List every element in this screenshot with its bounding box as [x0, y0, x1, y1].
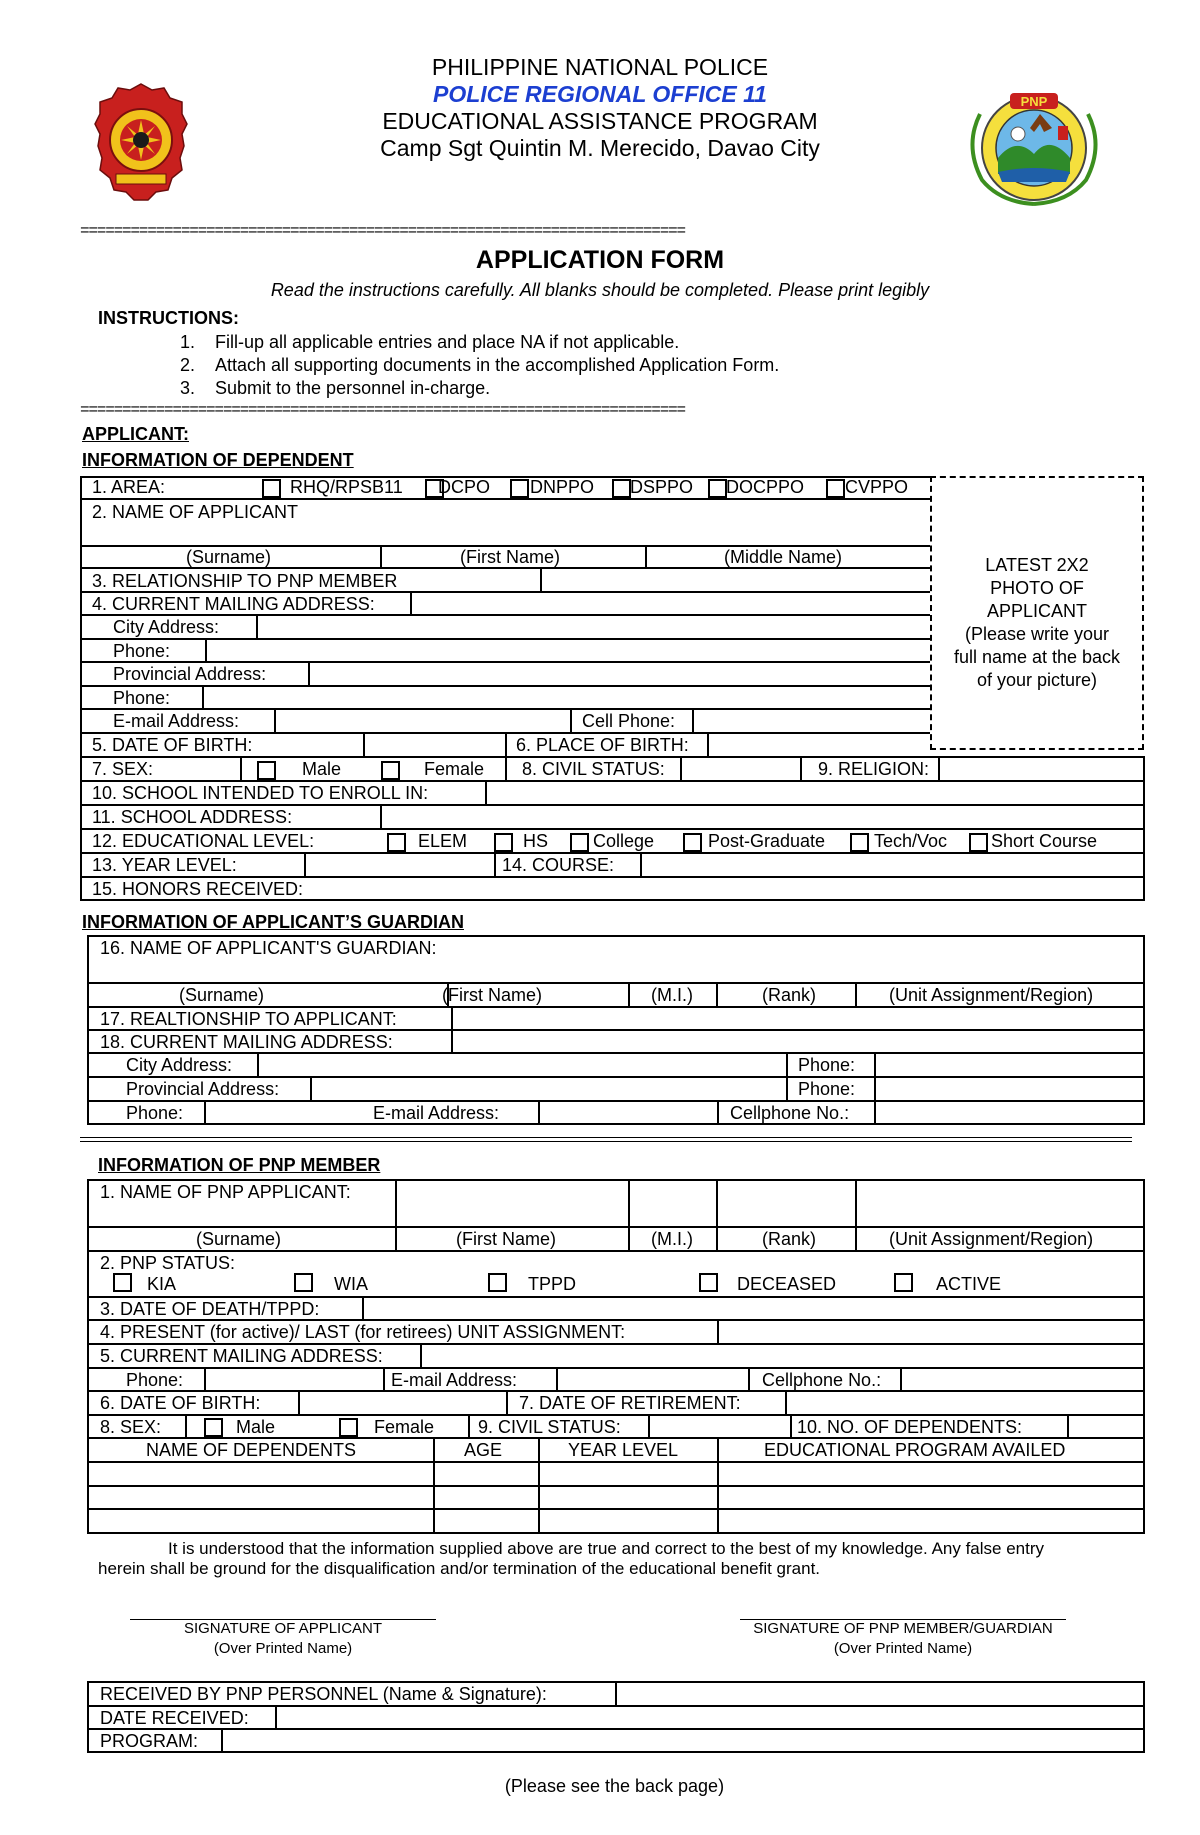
- pob-label: 6. PLACE OF BIRTH:: [516, 735, 689, 755]
- edu-checkbox[interactable]: [683, 833, 702, 852]
- edu-option: HS: [523, 831, 549, 851]
- male-label: Male: [302, 759, 342, 779]
- program-name: EDUCATIONAL ASSISTANCE PROGRAM: [382, 108, 818, 134]
- area-option: CVPPO: [845, 477, 909, 497]
- seal-pnp-text: PNP: [1020, 94, 1048, 109]
- mailing-address-label: 4. CURRENT MAILING ADDRESS:: [92, 594, 375, 614]
- phone-label: Phone:: [113, 688, 171, 708]
- status-option: ACTIVE: [936, 1274, 1002, 1294]
- photo-instructions: [932, 554, 1142, 692]
- dependents-count-label: 10. NO. OF DEPENDENTS:: [797, 1417, 1023, 1437]
- status-checkbox[interactable]: [894, 1273, 913, 1292]
- status-checkbox[interactable]: [294, 1273, 313, 1292]
- edu-checkbox[interactable]: [850, 833, 869, 852]
- cell-phone-label: Cell Phone:: [582, 711, 676, 731]
- photo-text-line: APPLICANT: [986, 601, 1088, 621]
- separator-top: ========================================================================: [80, 223, 685, 239]
- first-name-caption: (First Name): [460, 547, 560, 567]
- religion-label: 9. RELIGION:: [818, 759, 930, 779]
- dep-header-year: YEAR LEVEL: [568, 1440, 679, 1460]
- area-option: DNPPO: [530, 477, 595, 497]
- camp-address: Camp Sgt Quintin M. Merecido, Davao City: [380, 135, 820, 161]
- declaration-line-2: herein shall be ground for the disqualification and/or termination of the educational benefit grant.: [98, 1559, 821, 1578]
- org-name: PHILIPPINE NATIONAL POLICE: [431, 54, 769, 80]
- phone-label: Phone:: [113, 641, 171, 661]
- area-label: 1. AREA:: [92, 477, 166, 497]
- area-option: RHQ/RPSB11: [290, 477, 403, 497]
- status-option: TPPD: [528, 1274, 577, 1294]
- applicant-label: APPLICANT:: [82, 424, 189, 444]
- sex-label: 7. SEX:: [92, 759, 154, 779]
- guardian-mailing-label: 18. CURRENT MAILING ADDRESS:: [100, 1032, 393, 1052]
- area-option: DOCPPO: [726, 477, 805, 497]
- instruction-2: Attach all supporting documents in the accomplished Application Form.: [215, 355, 780, 375]
- member-section-title: INFORMATION OF PNP MEMBER: [98, 1155, 381, 1175]
- retirement-date-label: 7. DATE OF RETIREMENT:: [519, 1393, 741, 1413]
- area-checkbox[interactable]: [826, 479, 845, 498]
- member-mi-caption: (M.I.): [651, 1229, 693, 1249]
- edu-checkbox[interactable]: [969, 833, 988, 852]
- guardian-section-title: INFORMATION OF APPLICANT’S GUARDIAN: [82, 912, 464, 932]
- instructions-label: INSTRUCTIONS:: [98, 308, 239, 328]
- status-checkbox[interactable]: [488, 1273, 507, 1292]
- member-mailing-label: 5. CURRENT MAILING ADDRESS:: [100, 1346, 383, 1366]
- member-dob-label: 6. DATE OF BIRTH:: [100, 1393, 261, 1413]
- dependent-section-title: INFORMATION OF DEPENDENT: [82, 450, 354, 470]
- date-received-label: DATE RECEIVED:: [100, 1708, 249, 1728]
- guardian-surname-caption: (Surname): [179, 985, 265, 1005]
- guardian-phone-label: Phone:: [798, 1055, 856, 1075]
- guardian-phone-label: Phone:: [798, 1079, 856, 1099]
- member-first-caption: (First Name): [456, 1229, 556, 1249]
- edu-checkbox[interactable]: [494, 833, 513, 852]
- member-female-label: Female: [374, 1417, 435, 1437]
- unit-assignment-label: 4. PRESENT (for active)/ LAST (for retirees) UNIT ASSIGNMENT:: [100, 1322, 626, 1342]
- city-address-label: City Address:: [113, 617, 220, 637]
- guardian-unit-caption: (Unit Assignment/Region): [889, 985, 1094, 1005]
- dep-header-program: EDUCATIONAL PROGRAM AVAILED: [764, 1440, 1066, 1460]
- area-option: DSPPO: [630, 477, 694, 497]
- status-checkbox[interactable]: [113, 1273, 132, 1292]
- provincial-address-label: Provincial Address:: [113, 664, 267, 684]
- female-checkbox[interactable]: [381, 761, 400, 780]
- school-address-label: 11. SCHOOL ADDRESS:: [92, 807, 293, 827]
- guardian-city-label: City Address:: [126, 1055, 233, 1075]
- civil-status-label: 8. CIVIL STATUS:: [522, 759, 665, 779]
- status-option: KIA: [147, 1274, 177, 1294]
- honors-label: 15. HONORS RECEIVED:: [92, 879, 304, 899]
- pnp-status-label: 2. PNP STATUS:: [100, 1253, 236, 1273]
- instruction-3-num: 3.: [180, 378, 196, 398]
- photo-text-line: of your picture): [976, 670, 1098, 690]
- area-option: DCPO: [438, 477, 491, 497]
- school-label: 10. SCHOOL INTENDED TO ENROLL IN:: [92, 783, 429, 803]
- status-option: DECEASED: [737, 1274, 837, 1294]
- form-title: APPLICATION FORM: [475, 246, 725, 274]
- member-name-label: 1. NAME OF PNP APPLICANT:: [100, 1182, 351, 1202]
- member-rank-caption: (Rank): [762, 1229, 817, 1249]
- relationship-label: 3. RELATIONSHIP TO PNP MEMBER: [92, 571, 398, 591]
- area-checkbox[interactable]: [510, 479, 529, 498]
- guardian-rank-caption: (Rank): [762, 985, 817, 1005]
- male-checkbox[interactable]: [257, 761, 276, 780]
- surname-caption: (Surname): [186, 547, 272, 567]
- edu-checkbox[interactable]: [387, 833, 406, 852]
- member-male-checkbox[interactable]: [204, 1418, 223, 1437]
- instruction-1: Fill-up all applicable entries and place NA if not applicable.: [215, 332, 680, 352]
- received-by-label: RECEIVED BY PNP PERSONNEL (Name & Signature):: [100, 1684, 547, 1704]
- member-sex-label: 8. SEX:: [100, 1417, 162, 1437]
- guardian-cellphone-label: Cellphone No.:: [730, 1103, 850, 1123]
- member-email-label: E-mail Address:: [391, 1370, 518, 1390]
- member-civil-label: 9. CIVIL STATUS:: [478, 1417, 621, 1437]
- guardian-email-label: E-mail Address:: [373, 1103, 500, 1123]
- instruction-3: Submit to the personnel in-charge.: [215, 378, 491, 398]
- dep-header-age: AGE: [464, 1440, 503, 1460]
- photo-text-line: full name at the back: [953, 647, 1121, 667]
- member-unit-caption: (Unit Assignment/Region): [889, 1229, 1094, 1249]
- dob-label: 5. DATE OF BIRTH:: [92, 735, 253, 755]
- program-label: PROGRAM:: [100, 1731, 199, 1751]
- declaration-line-1: It is understood that the information supplied above are true and correct to the best of my knowledge. Any false entry: [168, 1539, 1045, 1558]
- guardian-phone-label: Phone:: [126, 1103, 184, 1123]
- course-label: 14. COURSE:: [502, 855, 615, 875]
- guardian-provincial-label: Provincial Address:: [126, 1079, 280, 1099]
- guardian-signature-sub: (Over Printed Name): [833, 1640, 973, 1657]
- status-checkbox[interactable]: [699, 1273, 718, 1292]
- edu-option: Short Course: [991, 831, 1098, 851]
- date-of-death-label: 3. DATE OF DEATH/TPPD:: [100, 1299, 320, 1319]
- photo-text-line: (Please write your: [964, 624, 1110, 644]
- middle-name-caption: (Middle Name): [724, 547, 843, 567]
- area-checkbox[interactable]: [708, 479, 727, 498]
- applicant-signature-label: SIGNATURE OF APPLICANT: [183, 1620, 383, 1637]
- applicant-name-label: 2. NAME OF APPLICANT: [92, 502, 299, 522]
- photo-text-line: PHOTO OF: [990, 578, 1084, 598]
- guardian-mi-caption: (M.I.): [651, 985, 693, 1005]
- edu-option: Tech/Voc: [874, 831, 948, 851]
- email-label: E-mail Address:: [113, 711, 240, 731]
- instruction-1-num: 1.: [180, 332, 196, 352]
- member-male-label: Male: [236, 1417, 276, 1437]
- guardian-signature-label: SIGNATURE OF PNP MEMBER/GUARDIAN: [753, 1620, 1053, 1637]
- edu-checkbox[interactable]: [570, 833, 589, 852]
- instruction-2-num: 2.: [180, 355, 196, 375]
- member-phone-label: Phone:: [126, 1370, 184, 1390]
- edu-option: ELEM: [418, 831, 468, 851]
- status-option: WIA: [334, 1274, 368, 1294]
- guardian-relationship-label: 17. REALTIONSHIP TO APPLICANT:: [100, 1009, 397, 1029]
- separator-mid: ========================================================================: [80, 402, 685, 418]
- female-label: Female: [424, 759, 485, 779]
- area-checkbox[interactable]: [612, 479, 631, 498]
- area-checkbox[interactable]: [262, 479, 281, 498]
- back-page-note: (Please see the back page): [504, 1776, 725, 1796]
- member-cellphone-label: Cellphone No.:: [762, 1370, 882, 1390]
- regional-office: POLICE REGIONAL OFFICE 11: [433, 81, 767, 107]
- member-female-checkbox[interactable]: [339, 1418, 358, 1437]
- edu-level-label: 12. EDUCATIONAL LEVEL:: [92, 831, 315, 851]
- guardian-name-label: 16. NAME OF APPLICANT'S GUARDIAN:: [100, 938, 437, 958]
- guardian-first-caption: (First Name): [442, 985, 542, 1005]
- photo-text-line: LATEST 2X2: [985, 555, 1089, 575]
- member-surname-caption: (Surname): [196, 1229, 282, 1249]
- edu-option: Post-Graduate: [708, 831, 826, 851]
- form-subtitle: Read the instructions carefully. All blanks should be completed. Please print legibly: [270, 280, 930, 300]
- year-level-label: 13. YEAR LEVEL:: [92, 855, 237, 875]
- applicant-signature-sub: (Over Printed Name): [213, 1640, 353, 1657]
- edu-option: College: [593, 831, 655, 851]
- dep-header-name: NAME OF DEPENDENTS: [146, 1440, 357, 1460]
